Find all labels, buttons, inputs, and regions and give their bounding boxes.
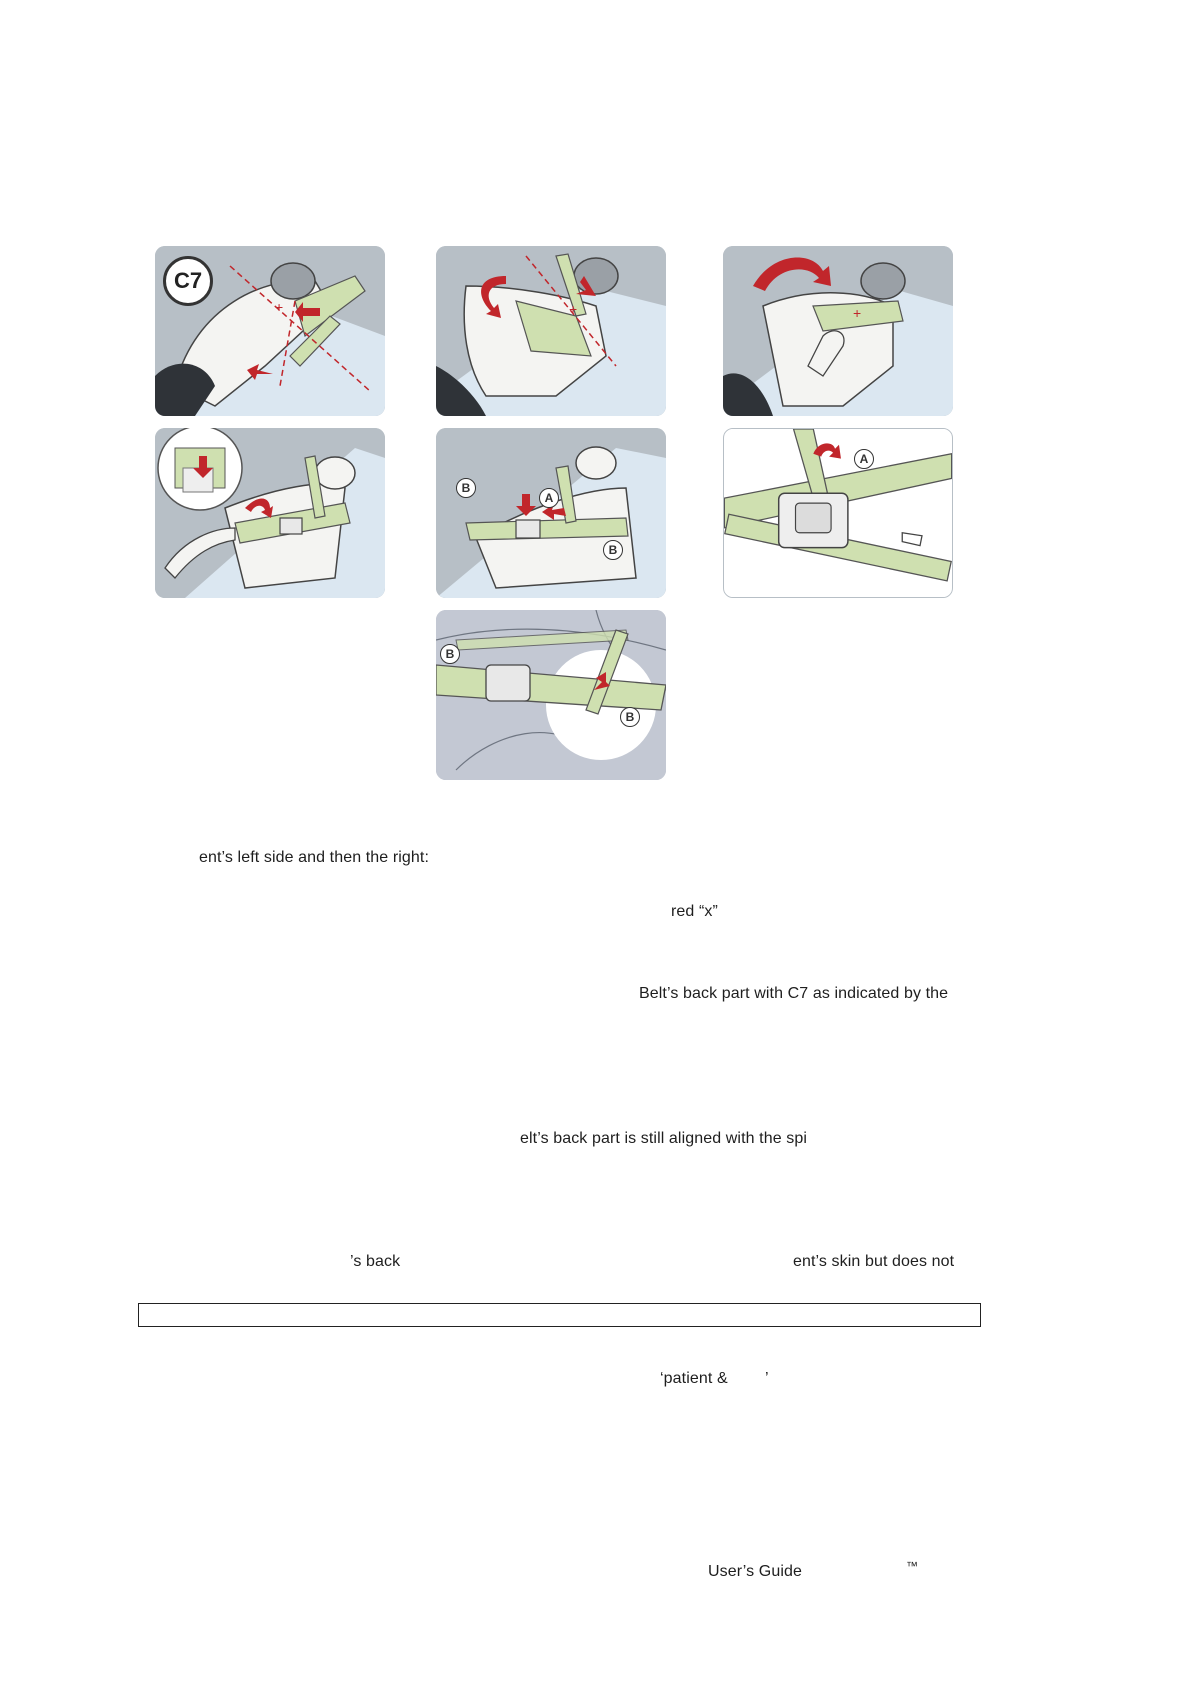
illustration-panel-7 xyxy=(436,610,666,780)
callout-a-label: A xyxy=(859,452,869,466)
callout-b-label: B xyxy=(461,481,471,495)
callout-b-marker xyxy=(456,478,476,498)
svg-text:+: + xyxy=(275,299,284,315)
text-fragment-spine: elt’s back part is still aligned with the spi xyxy=(520,1130,808,1147)
illustration-panel-5 xyxy=(436,428,666,598)
text-fragment-c7: Belt’s back part with C7 as indicated by the xyxy=(639,985,949,1002)
callout-a-marker xyxy=(539,488,559,508)
text-fragment-skin: ent’s skin but does not xyxy=(793,1253,955,1270)
callout-b-marker xyxy=(603,540,623,560)
c7-label: C7 xyxy=(173,268,203,293)
callout-b-marker xyxy=(440,644,460,664)
illustration-panel-2 xyxy=(436,246,666,416)
text-fragment-back: ’s back xyxy=(350,1253,401,1270)
illustration-panel-6 xyxy=(723,428,953,598)
svg-text:+: + xyxy=(569,301,578,317)
callout-b-marker xyxy=(620,707,640,727)
c7-badge xyxy=(163,256,213,306)
illustration-panel-3 xyxy=(723,246,953,416)
text-fragment-quote: ’ xyxy=(765,1370,769,1387)
outlined-box xyxy=(138,1303,981,1327)
svg-text:+: + xyxy=(853,305,862,321)
text-fragment-left-side: ent’s left side and then the right: xyxy=(199,849,430,866)
callout-a-marker xyxy=(854,449,874,469)
footer-trademark: ™ xyxy=(906,1559,919,1573)
callout-a-label: A xyxy=(544,491,554,505)
callout-b-label: B xyxy=(625,710,635,724)
illustration-panel-4 xyxy=(155,428,385,598)
text-fragment-red-x: red “x” xyxy=(671,903,718,920)
footer-users-guide: User’s Guide xyxy=(708,1563,802,1580)
illustration-panel-1 xyxy=(155,246,385,416)
text-fragment-patient: ‘patient & xyxy=(660,1370,728,1387)
callout-b-label: B xyxy=(608,543,618,557)
callout-b-label: B xyxy=(445,647,455,661)
